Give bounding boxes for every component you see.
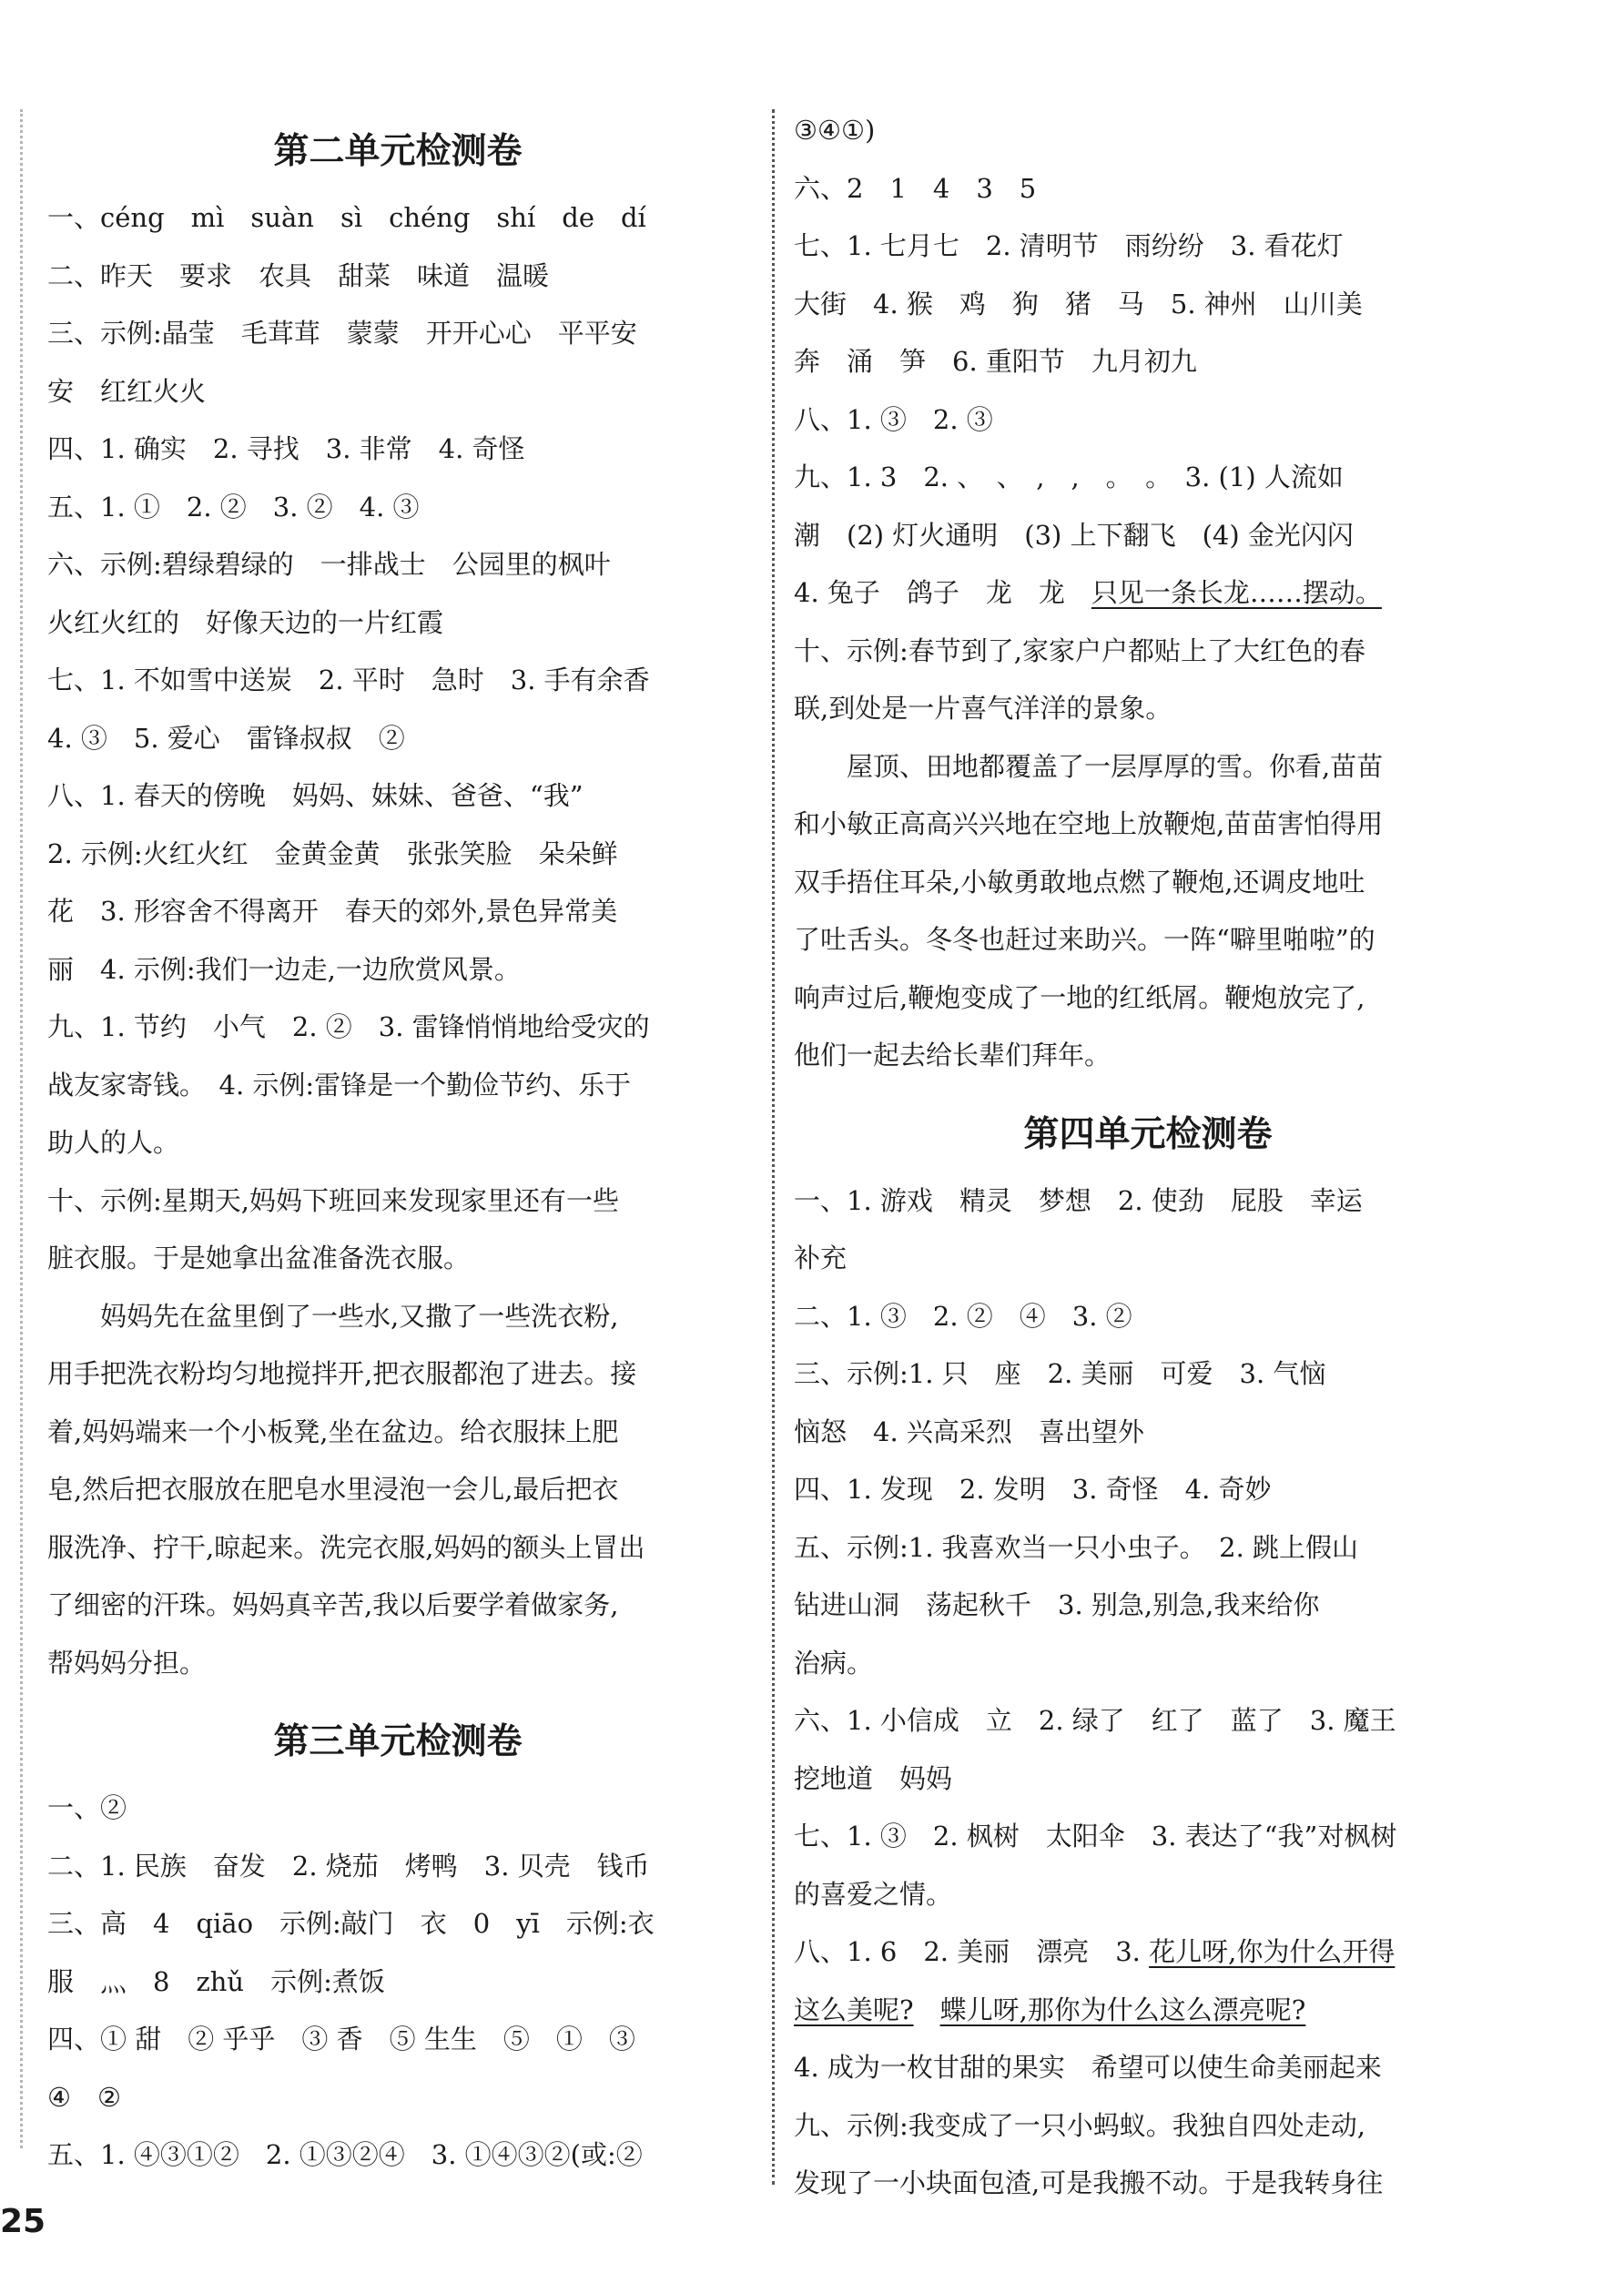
answer-line: 二、1. 民族 奋发 2. 烧茄 烤鸭 3. 贝壳 钱币 [47,1850,650,1882]
answer-line: 响声过后,鞭炮变成了一地的红纸屑。鞭炮放完了, [794,981,1365,1013]
answer-line: 了吐舌头。冬冬也赶过来助兴。一阵“噼里啪啦”的 [794,924,1375,955]
answer-line: 三、示例:晶莹 毛茸茸 蒙蒙 开开心心 平平安 [47,318,637,349]
answer-line: 联,到处是一片喜气洋洋的景象。 [794,693,1172,724]
answer-line: 花 3. 形容舍不得离开 春天的郊外,景色异常美 [47,896,618,927]
spacer [914,1994,940,2025]
answer-line: 二、1. ③ 2. ② ④ 3. ② [794,1300,1132,1332]
answer-line: 和小敏正高高兴兴地在空地上放鞭炮,苗苗害怕得用 [794,808,1384,839]
page-number: 25 [0,2203,46,2240]
answer-line: 九、1. 3 2. 、 、 , , 。 。 3. (1) 人流如 [794,462,1344,492]
answer-line: 六、2 1 4 3 5 [794,172,1037,204]
answer-line: 大街 4. 猴 鸡 狗 猪 马 5. 神州 山川美 [794,288,1363,320]
answer-line: 潮 (2) 灯火通明 (3) 上下翻飞 (4) 金光闪闪 [794,519,1354,551]
answer-line: 五、1. ① 2. ② 3. ② 4. ③ [47,491,420,523]
answer-line: 四、1. 确实 2. 寻找 3. 非常 4. 奇怪 [47,433,525,464]
answer-line: 服洗净、拧干,晾起来。洗完衣服,妈妈的额头上冒出 [47,1531,645,1563]
answer-line: 一、② [47,1792,127,1823]
unit2-title: 第二单元检测卷 [273,130,523,172]
answer-line: 十、示例:星期天,妈妈下班回来发现家里还有一些 [47,1184,619,1216]
answer-line: 用手把洗衣粉均匀地搅拌开,把衣服都泡了进去。接 [47,1358,637,1389]
answer-line: 八、1. ③ 2. ③ [794,403,993,435]
answer-line: 脏衣服。于是她拿出盆准备洗衣服。 [47,1243,471,1273]
answer-line: 妈妈先在盆里倒了一些水,又撒了一些洗衣粉, [47,1300,619,1332]
answer-line: 九、1. 节约 小气 2. ② 3. 雷锋悄悄地给受灾的 [47,1011,650,1042]
answer-line: 帮妈妈分担。 [47,1647,207,1679]
answer-line: 2. 示例:火红火红 金黄金黄 张张笑脸 朵朵鲜 [47,837,618,869]
answer-line: 四、1. 发现 2. 发明 3. 奇怪 4. 奇妙 [794,1474,1272,1505]
answer-line: 恼怒 4. 兴高采烈 喜出望外 [794,1415,1144,1447]
answer-line: 补充 [794,1243,848,1273]
left-edge-dotted-rule [20,109,23,2148]
answer-line: 火红火红的 好像天边的一片红霞 [47,606,444,638]
answer-line: 服 灬 8 zhǔ 示例:煮饭 [47,1965,385,1997]
answer-line: 4. 成为一枚甘甜的果实 希望可以使生命美丽起来 [794,2052,1382,2083]
underlined-answer: 这么美呢? [794,1994,914,2025]
answer-line: 双手捂住耳朵,小敏勇敢地点燃了鞭炮,还调皮地吐 [794,866,1365,898]
unit3-answers [47,1780,748,2185]
answer-line: 五、示例:1. 我喜欢当一只小虫子。 2. 跳上假山 [794,1531,1359,1563]
answer-line: 七、1. 七月七 2. 清明节 雨纷纷 3. 看花灯 [794,230,1344,261]
answer-line: 三、示例:1. 只 座 2. 美丽 可爱 3. 气恼 [794,1358,1326,1389]
answer-line: 六、1. 小信成 立 2. 绿了 红了 蓝了 3. 魔王 [794,1705,1396,1736]
underlined-answer: 只见一条长龙……摆动。 [1091,577,1382,608]
answer-line: 二、昨天 要求 农具 甜菜 味道 温暖 [47,259,550,291]
answer-line: 一、céng mì suàn sì chéng shí de dí [47,202,646,233]
answer-line: 战友家寄钱。 4. 示例:雷锋是一个勤俭节约、乐于 [47,1069,632,1101]
answer-line: 皂,然后把衣服放在肥皂水里浸泡一会儿,最后把衣 [47,1474,619,1505]
unit4-title: 第四单元检测卷 [1023,1112,1273,1155]
answer-line: 三、高 4 qiāo 示例:敲门 衣 0 yī 示例:衣 [47,1908,655,1939]
answer-line: 他们一起去给长辈们拜年。 [794,1040,1111,1070]
answer-line: 安 红红火火 [47,375,207,407]
underlined-answer: 花儿呀,你为什么开得 [1149,1936,1396,1967]
answer-line [794,1982,1502,2040]
answer-line: 六、示例:碧绿碧绿的 一排战士 公园里的枫叶 [47,549,611,580]
left-column [47,102,748,2185]
unit3-title: 第三单元检测卷 [273,1720,523,1762]
answer-line: 发现了一小块面包渣,可是我搬不动。于是我转身往 [794,2167,1384,2198]
answer-line: ④ ② [47,2081,121,2113]
underlined-answer: 蝶儿呀,那你为什么这么漂亮呢? [939,1994,1306,2025]
answer-line: 的喜爱之情。 [794,1878,953,1910]
answer-line: 七、1. ③ 2. 枫树 太阳伞 3. 表达了“我”对枫树 [794,1821,1397,1852]
answer-line: 八、1. 春天的傍晚 妈妈、妹妹、爸爸、“我” [47,780,584,811]
answer-line: 十、示例:春节到了,家家户户都贴上了大红色的春 [794,634,1365,666]
answer-line: ③④①) [794,115,876,146]
answer-line: 钻进山洞 荡起秋千 3. 别急,别急,我来给你 [794,1589,1320,1620]
answer-line: 奔 涌 笋 6. 重阳节 九月初九 [794,346,1197,377]
answer-line: 4. 兔子 鸽子 龙 龙 只见一条长龙……摆动。 [794,577,1382,608]
answer-line: 挖地道 妈妈 [794,1762,953,1794]
answer-line: 丽 4. 示例:我们一边走,一边欣赏风景。 [47,953,521,985]
column-divider [772,109,775,2185]
right-column [794,102,1502,2213]
answer-line: 一、1. 游戏 精灵 梦想 2. 使劲 屁股 幸运 [794,1184,1363,1216]
answer-line: 屋顶、田地都覆盖了一层厚厚的雪。你看,苗苗 [794,750,1384,782]
answer-line: 4. ③ 5. 爱心 雷锋叔叔 ② [47,722,405,754]
unit2-answers [47,189,748,1692]
answer-line: 八、1. 6 2. 美丽 漂亮 3. 花儿呀,你为什么开得 [794,1936,1396,1967]
answer-line: 着,妈妈端来一个小板凳,坐在盆边。给衣服抹上肥 [47,1415,619,1447]
answer-line: 四、① 甜 ② 乎乎 ③ 香 ⑤ 生生 ⑤ ① ③ [47,2024,635,2055]
answer-line: 助人的人。 [47,1127,180,1158]
answer-line: 五、1. ④③①② 2. ①③②④ 3. ①④③②(或:② [47,2139,643,2170]
answer-line: 了细密的汗珠。妈妈真辛苦,我以后要学着做家务, [47,1589,619,1620]
unit3-answers-continued [794,102,1502,1085]
answer-line: 七、1. 不如雪中送炭 2. 平时 急时 3. 手有余香 [47,665,650,695]
unit4-answers [794,1172,1502,2213]
answer-line: 九、示例:我变成了一只小蚂蚁。我独自四处走动, [794,2109,1365,2141]
answer-line: 治病。 [794,1647,874,1679]
